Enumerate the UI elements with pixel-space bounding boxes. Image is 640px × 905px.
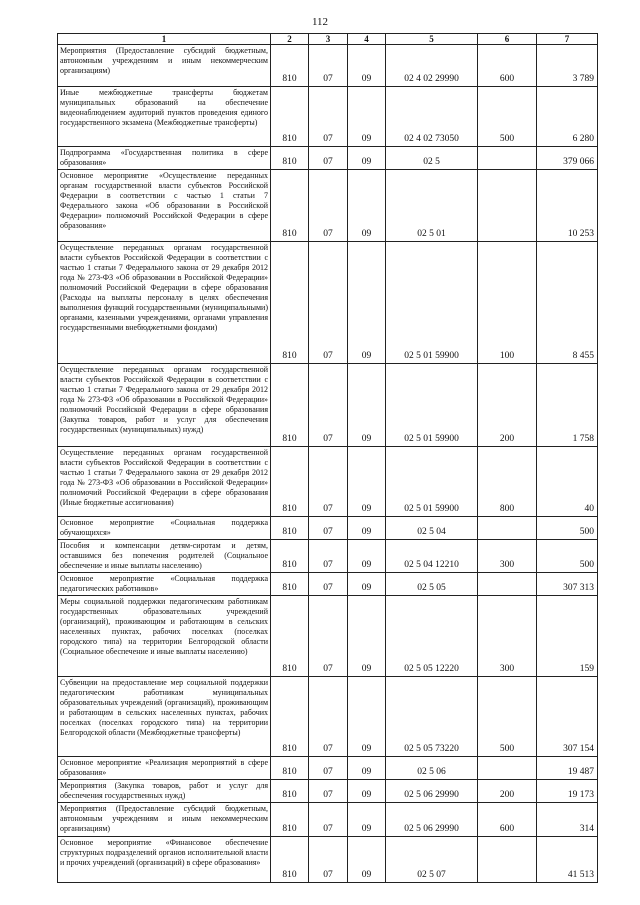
table-row — [58, 447, 598, 517]
table-row — [58, 780, 598, 803]
table-row — [58, 517, 598, 540]
cell-subsection: 09 — [348, 540, 386, 573]
row-description: Осуществление переданных органам государственной власти субъектов Российской Федерации в соответствии с частью 1 статьи 7 Федерального закона от 29 декабря 2012 года № 273-ФЗ «Об образовании в Российской Федерации» полномочий Российской Федерации в сфере образования (Расходы на выплаты персоналу в целях обеспечения выполнения функций государственными (муниципальными) органами, казенными учреждениями, органами управления государственными внебюджетными фондами) — [58, 242, 271, 364]
table-row — [58, 837, 598, 883]
cell-ministry: 810 — [271, 242, 309, 364]
cell-target-article: 02 5 06 — [386, 757, 478, 780]
row-description: Мероприятия (Предоставление субсидий бюджетным, автономным учреждениям и иным некоммерческим организациям) — [58, 45, 271, 87]
cell-amount: 500 — [537, 540, 598, 573]
column-header: 1 — [58, 34, 271, 45]
cell-expense-type — [478, 573, 537, 596]
cell-expense-type: 500 — [478, 87, 537, 147]
row-description: Осуществление переданных органам государственной власти субъектов Российской Федерации в соответствии с частью 1 статьи 7 Федерального закона от 29 декабря 2012 года № 273-ФЗ «Об образовании в Российской Федерации» полномочий Российской Федерации в сфере образования (Иные бюджетные ассигнования) — [58, 447, 271, 517]
row-description: Подпрограмма «Государственная политика в сфере образования» — [58, 147, 271, 170]
cell-target-article: 02 5 01 — [386, 170, 478, 242]
cell-expense-type: 300 — [478, 596, 537, 677]
cell-section: 07 — [309, 45, 348, 87]
cell-target-article: 02 5 01 59900 — [386, 364, 478, 447]
cell-section: 07 — [309, 87, 348, 147]
cell-section: 07 — [309, 677, 348, 757]
cell-target-article: 02 5 01 59900 — [386, 447, 478, 517]
row-description: Субвенции на предоставление мер социальной поддержки педагогическим работникам муниципальных образовательных учреждений (организаций), проживающим и работающим в сельских населенных пунктах, рабочих поселках (поселках городского типа) на территории Белгородской области (Межбюджетные трансферты) — [58, 677, 271, 757]
cell-ministry: 810 — [271, 517, 309, 540]
cell-section: 07 — [309, 803, 348, 837]
cell-amount: 3 789 — [537, 45, 598, 87]
cell-ministry: 810 — [271, 540, 309, 573]
cell-amount: 19 487 — [537, 757, 598, 780]
cell-expense-type: 200 — [478, 364, 537, 447]
column-header: 6 — [478, 34, 537, 45]
cell-subsection: 09 — [348, 780, 386, 803]
cell-expense-type — [478, 170, 537, 242]
cell-amount: 10 253 — [537, 170, 598, 242]
row-description: Мероприятия (Закупка товаров, работ и услуг для обеспечения государственных нужд) — [58, 780, 271, 803]
cell-target-article: 02 5 01 59900 — [386, 242, 478, 364]
cell-target-article: 02 5 06 29990 — [386, 780, 478, 803]
row-description: Иные межбюджетные трансферты бюджетам муниципальных образований на обеспечение видеонаблюдением аудиторий пунктов проведения единого государственного экзамена (Межбюджетные трансферты) — [58, 87, 271, 147]
cell-expense-type: 600 — [478, 45, 537, 87]
cell-expense-type: 200 — [478, 780, 537, 803]
cell-amount: 500 — [537, 517, 598, 540]
cell-subsection: 09 — [348, 242, 386, 364]
cell-amount: 307 154 — [537, 677, 598, 757]
cell-ministry: 810 — [271, 596, 309, 677]
cell-ministry: 810 — [271, 45, 309, 87]
cell-ministry: 810 — [271, 780, 309, 803]
row-description: Основное мероприятие «Социальная поддержка обучающихся» — [58, 517, 271, 540]
cell-section: 07 — [309, 517, 348, 540]
cell-expense-type — [478, 837, 537, 883]
cell-expense-type — [478, 517, 537, 540]
cell-subsection: 09 — [348, 45, 386, 87]
cell-amount: 8 455 — [537, 242, 598, 364]
cell-target-article: 02 5 04 12210 — [386, 540, 478, 573]
cell-ministry: 810 — [271, 573, 309, 596]
cell-ministry: 810 — [271, 757, 309, 780]
row-description: Пособия и компенсации детям-сиротам и детям, оставшимся без попечения родителей (Социальное обеспечение и иные выплаты населению) — [58, 540, 271, 573]
cell-subsection: 09 — [348, 677, 386, 757]
cell-expense-type: 100 — [478, 242, 537, 364]
table-row — [58, 170, 598, 242]
cell-target-article: 02 5 06 29990 — [386, 803, 478, 837]
row-description: Мероприятия (Предоставление субсидий бюджетным, автономным учреждениям и иным некоммерческим организациям) — [58, 803, 271, 837]
column-header: 2 — [271, 34, 309, 45]
cell-section: 07 — [309, 540, 348, 573]
column-header: 5 — [386, 34, 478, 45]
cell-amount: 40 — [537, 447, 598, 517]
cell-subsection: 09 — [348, 364, 386, 447]
table-header-row — [58, 34, 598, 45]
cell-ministry: 810 — [271, 170, 309, 242]
row-description: Основное мероприятие «Финансовое обеспечение структурных подразделений органов исполнительной власти и прочих учреждений (организаций) в сфере образования» — [58, 837, 271, 883]
cell-section: 07 — [309, 242, 348, 364]
row-description: Основное мероприятие «Социальная поддержка педагогических работников» — [58, 573, 271, 596]
cell-target-article: 02 5 05 — [386, 573, 478, 596]
budget-table — [57, 33, 598, 883]
cell-section: 07 — [309, 780, 348, 803]
cell-ministry: 810 — [271, 837, 309, 883]
cell-amount: 19 173 — [537, 780, 598, 803]
table-row — [58, 677, 598, 757]
cell-ministry: 810 — [271, 677, 309, 757]
cell-expense-type: 600 — [478, 803, 537, 837]
table-row — [58, 757, 598, 780]
cell-expense-type: 500 — [478, 677, 537, 757]
table-row — [58, 242, 598, 364]
cell-amount: 159 — [537, 596, 598, 677]
cell-ministry: 810 — [271, 447, 309, 517]
cell-subsection: 09 — [348, 573, 386, 596]
cell-subsection: 09 — [348, 837, 386, 883]
cell-subsection: 09 — [348, 87, 386, 147]
cell-amount: 6 280 — [537, 87, 598, 147]
page-number: 112 — [311, 16, 329, 28]
cell-section: 07 — [309, 147, 348, 170]
cell-target-article: 02 5 07 — [386, 837, 478, 883]
table-row — [58, 87, 598, 147]
table-row — [58, 540, 598, 573]
cell-section: 07 — [309, 596, 348, 677]
cell-ministry: 810 — [271, 803, 309, 837]
cell-expense-type: 300 — [478, 540, 537, 573]
cell-target-article: 02 4 02 73050 — [386, 87, 478, 147]
cell-subsection: 09 — [348, 147, 386, 170]
cell-subsection: 09 — [348, 803, 386, 837]
table-row — [58, 45, 598, 87]
row-description: Осуществление переданных органам государственной власти субъектов Российской Федерации в соответствии с частью 1 статьи 7 Федерального закона от 29 декабря 2012 года № 273-ФЗ «Об образовании в Российской Федерации» полномочий Российской Федерации в сфере образования (Закупка товаров, работ и услуг для обеспечения государственных (муниципальных) нужд) — [58, 364, 271, 447]
row-description: Основное мероприятие «Реализация мероприятий в сфере образования» — [58, 757, 271, 780]
column-header: 7 — [537, 34, 598, 45]
table-row — [58, 596, 598, 677]
row-description: Меры социальной поддержки педагогическим работникам государственных образовательных учреждений (организаций), проживающим и работающим в сельских населенных пунктах, рабочих поселках (поселках городского типа) на территории Белгородской области (Социальное обеспечение и иные выплаты населению) — [58, 596, 271, 677]
cell-target-article: 02 4 02 29990 — [386, 45, 478, 87]
cell-amount: 314 — [537, 803, 598, 837]
column-header: 3 — [309, 34, 348, 45]
cell-subsection: 09 — [348, 596, 386, 677]
cell-ministry: 810 — [271, 147, 309, 170]
cell-expense-type: 800 — [478, 447, 537, 517]
cell-section: 07 — [309, 757, 348, 780]
table-row — [58, 147, 598, 170]
cell-subsection: 09 — [348, 517, 386, 540]
cell-section: 07 — [309, 837, 348, 883]
cell-section: 07 — [309, 364, 348, 447]
cell-subsection: 09 — [348, 757, 386, 780]
table-row — [58, 803, 598, 837]
cell-target-article: 02 5 05 73220 — [386, 677, 478, 757]
cell-ministry: 810 — [271, 364, 309, 447]
cell-expense-type — [478, 757, 537, 780]
table-row — [58, 573, 598, 596]
cell-amount: 41 513 — [537, 837, 598, 883]
cell-section: 07 — [309, 170, 348, 242]
cell-target-article: 02 5 05 12220 — [386, 596, 478, 677]
cell-subsection: 09 — [348, 170, 386, 242]
cell-target-article: 02 5 — [386, 147, 478, 170]
column-header: 4 — [348, 34, 386, 45]
row-description: Основное мероприятие «Осуществление переданных органам государственной власти субъектов Российской Федерации в соответствии с частью 1 статьи 7 Федерального закона «Об образовании в Российской Федерации» полномочий Российской Федерации в сфере образования» — [58, 170, 271, 242]
cell-amount: 1 758 — [537, 364, 598, 447]
cell-amount: 379 066 — [537, 147, 598, 170]
cell-target-article: 02 5 04 — [386, 517, 478, 540]
table-row — [58, 364, 598, 447]
cell-section: 07 — [309, 573, 348, 596]
cell-ministry: 810 — [271, 87, 309, 147]
cell-subsection: 09 — [348, 447, 386, 517]
cell-section: 07 — [309, 447, 348, 517]
cell-amount: 307 313 — [537, 573, 598, 596]
cell-expense-type — [478, 147, 537, 170]
